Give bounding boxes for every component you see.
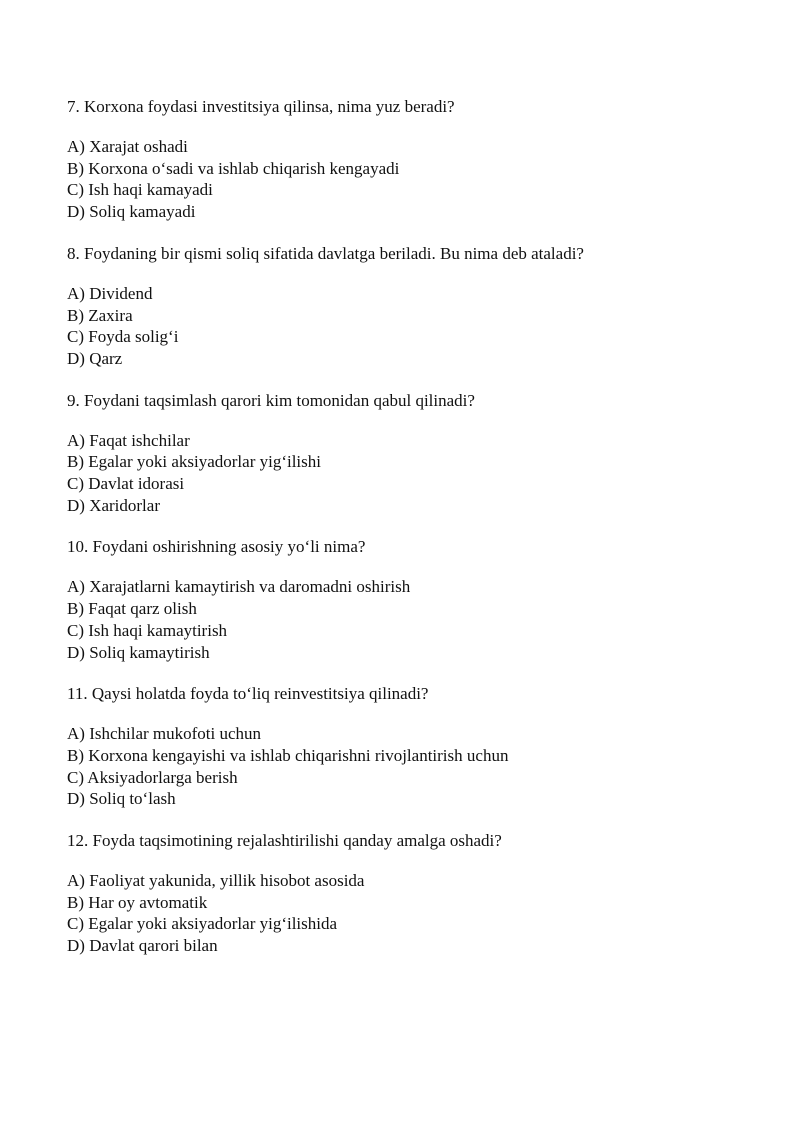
answer-option-c: C) Ish haqi kamayadi <box>67 180 213 200</box>
answer-option-d: D) Xaridorlar <box>67 495 160 515</box>
answer-option-d: D) Qarz <box>67 348 123 368</box>
answer-option-d: D) Soliq kamayadi <box>67 202 196 222</box>
answer-option-c: C) Aksiyadorlarga berish <box>67 767 238 787</box>
question-text: 11. Qaysi holatda foyda to‘liq reinvestitsiya qilinadi? <box>67 684 429 704</box>
answer-options <box>67 870 767 957</box>
question-text: 12. Foyda taqsimotining rejalashtirilishi qanday amalga oshadi? <box>67 831 502 851</box>
question-9 <box>67 390 767 517</box>
answer-option-a: A) Xarajatlarni kamaytirish va daromadni oshirish <box>67 577 411 597</box>
answer-option-d: D) Davlat qarori bilan <box>67 936 218 956</box>
answer-option-a: A) Xarajat oshadi <box>67 137 188 156</box>
answer-options <box>67 136 767 223</box>
answer-options <box>67 430 767 517</box>
answer-option-b: B) Zaxira <box>67 305 133 325</box>
answer-option-a: A) Faqat ishchilar <box>67 430 190 450</box>
document-page <box>67 96 767 977</box>
answer-option-b: B) Korxona kengayishi va ishlab chiqarishni rivojlantirish uchun <box>67 745 509 765</box>
answer-option-d: D) Soliq kamaytirish <box>67 642 210 662</box>
question-12 <box>67 830 767 957</box>
answer-option-c: C) Egalar yoki aksiyadorlar yig‘ilishida <box>67 914 338 934</box>
answer-option-c: C) Ish haqi kamaytirish <box>67 620 228 640</box>
question-7 <box>67 96 767 223</box>
answer-option-a: A) Dividend <box>67 283 153 303</box>
answer-option-a: A) Faoliyat yakunida, yillik hisobot asosida <box>67 871 365 891</box>
question-10 <box>67 536 767 663</box>
answer-option-b: B) Egalar yoki aksiyadorlar yig‘ilishi <box>67 452 321 472</box>
answer-option-b: B) Faqat qarz olish <box>67 599 197 619</box>
question-11 <box>67 683 767 810</box>
answer-options <box>67 283 767 370</box>
question-text: 8. Foydaning bir qismi soliq sifatida davlatga beriladi. Bu nima deb ataladi? <box>67 243 584 263</box>
answer-option-a: A) Ishchilar mukofoti uchun <box>67 724 262 744</box>
question-text: 9. Foydani taqsimlash qarori kim tomonidan qabul qilinadi? <box>67 390 475 410</box>
question-text: 10. Foydani oshirishning asosiy yo‘li nima? <box>67 537 366 557</box>
answer-option-b: B) Har oy avtomatik <box>67 892 208 912</box>
answer-options <box>67 723 767 810</box>
question-8 <box>67 243 767 370</box>
answer-option-d: D) Soliq to‘lash <box>67 789 176 809</box>
answer-options <box>67 576 767 663</box>
answer-option-c: C) Davlat idorasi <box>67 474 185 494</box>
answer-option-c: C) Foyda solig‘i <box>67 327 179 347</box>
answer-option-b: B) Korxona o‘sadi va ishlab chiqarish kengayadi <box>67 158 400 178</box>
question-text: 7. Korxona foydasi investitsiya qilinsa, nima yuz beradi? <box>67 97 455 116</box>
